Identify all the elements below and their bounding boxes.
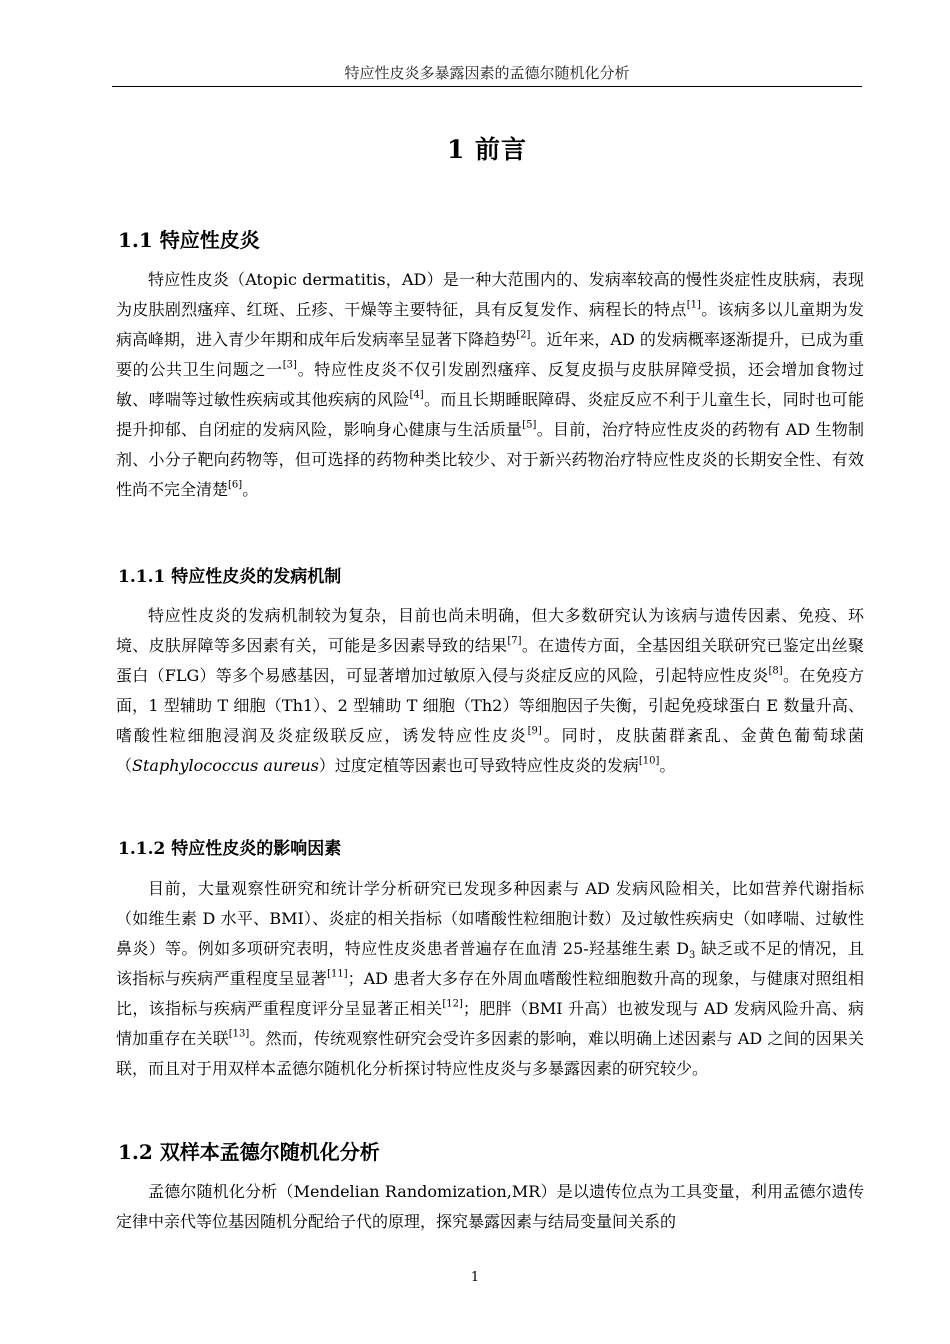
page-number: 1: [470, 1270, 480, 1285]
section-heading-1-1-1: 1.1.1 特应性皮炎的发病机制: [118, 567, 342, 587]
header-rule: [112, 86, 862, 87]
section-heading-1-1: 1.1 特应性皮炎: [118, 228, 260, 252]
citation: [4]: [409, 389, 424, 401]
running-header: 特应性皮炎多暴露因素的孟德尔随机化分析: [344, 64, 630, 82]
citation: [12]: [442, 998, 463, 1010]
citation: [3]: [282, 359, 297, 371]
species-name: Staphylococcus aureus: [132, 756, 319, 775]
citation: [6]: [228, 479, 243, 491]
citation: [2]: [516, 329, 531, 341]
paragraph-1-2: 孟德尔随机化分析（Mendelian Randomization,MR）是以遗传位点为工具变量，利用孟德尔遗传定律中亲代等位基因随机分配给子代的原理，探究暴露因素与结局变量间关系的: [116, 1182, 864, 1231]
chapter-title: 1 前言: [446, 135, 528, 164]
citation: [8]: [768, 665, 783, 677]
paragraph-1-1-2: 目前，大量观察性研究和统计学分析研究已发现多种因素与 AD 发病风险相关，比如营养代谢指标（如维生素 D 水平、BMI）、炎症的相关指标（如嗜酸性粒细胞计数）及过敏性疾病史（如哮喘、过敏性鼻炎）等。例如多项研究表明，特应性皮炎患者普遍存在血清 25-羟基维生素 $D_3$ 缺乏或不足的情况，且该指标与疾病严重程度呈显著[11]；AD 患者大多存在外周血嗜酸性粒细胞数升高的现象，与健康对照组相比，该指标与疾病严重程度评分呈显著正相关[12]；肥胖（BMI 升高）也被发现与 AD 发病风险升高、病情加重存在关联[13]。然而，传统观察性研究会受许多因素的影响，难以明确上述因素与 AD 之间的因果关联，而且对于用双样本孟德尔随机化分析探讨特应性皮炎与多暴露因素的研究较少。: [116, 879, 864, 1078]
citation: [5]: [522, 419, 537, 431]
paragraph-1-1: 特应性皮炎（Atopic dermatitis，AD）是一种大范围内的、发病率较高的慢性炎症性皮肤病，表现为皮肤剧烈瘙痒、红斑、丘疹、干燥等主要特征，具有反复发作、病程长的特点[1]。该病多以儿童期为发病高峰期，进入青少年期和成年后发病率呈显著下降趋势[2]。近年来，AD 的发病概率逐渐提升，已成为重要的公共卫生问题之一[3]。特应性皮炎不仅引发剧烈瘙痒、反复皮损与皮肤屏障受损，还会增加食物过敏、哮喘等过敏性疾病或其他疾病的风险[4]。而且长期睡眠障碍、炎症反应不利于儿童生长，同时也可能提升抑郁、自闭症的发病风险，影响身心健康与生活质量[5]。目前，治疗特应性皮炎的药物有 AD 生物制剂、小分子靶向药物等，但可选择的药物种类比较少、对于新兴药物治疗特应性皮炎的长期安全性、有效性尚不完全清楚[6]。: [116, 270, 864, 499]
citation: [9]: [527, 725, 542, 737]
section-heading-1-1-2: 1.1.2 特应性皮炎的影响因素: [118, 839, 342, 859]
citation: [1]: [686, 299, 701, 311]
citation: [11]: [327, 968, 348, 980]
subscript: 3: [689, 950, 696, 962]
paragraph-1-1-1: 特应性皮炎的发病机制较为复杂，目前也尚未明确，但大多数研究认为该病与遗传因素、免疫、环境、皮肤屏障等多因素有关，可能是多因素导致的结果[7]。在遗传方面，全基因组关联研究已鉴定出丝聚蛋白（FLG）等多个易感基因，可显著增加过敏原入侵与炎症反应的风险，引起特应性皮炎[8]。在免疫方面，1 型辅助 T 细胞（Th1）、2 型辅助 T 细胞（Th2）等细胞因子失衡，引起免疫球蛋白 E 数量升高、嗜酸性粒细胞浸润及炎症级联反应，诱发特应性皮炎[9]。同时，皮肤菌群紊乱、金黄色葡萄球菌（Staphylococcus aureus）过度定植等因素也可导致特应性皮炎的发病[10]。: [116, 606, 864, 775]
section-heading-1-2: 1.2 双样本孟德尔随机化分析: [118, 1140, 380, 1164]
citation: [7]: [507, 635, 522, 647]
citation: [13]: [228, 1028, 250, 1040]
citation: [10]: [638, 755, 660, 767]
